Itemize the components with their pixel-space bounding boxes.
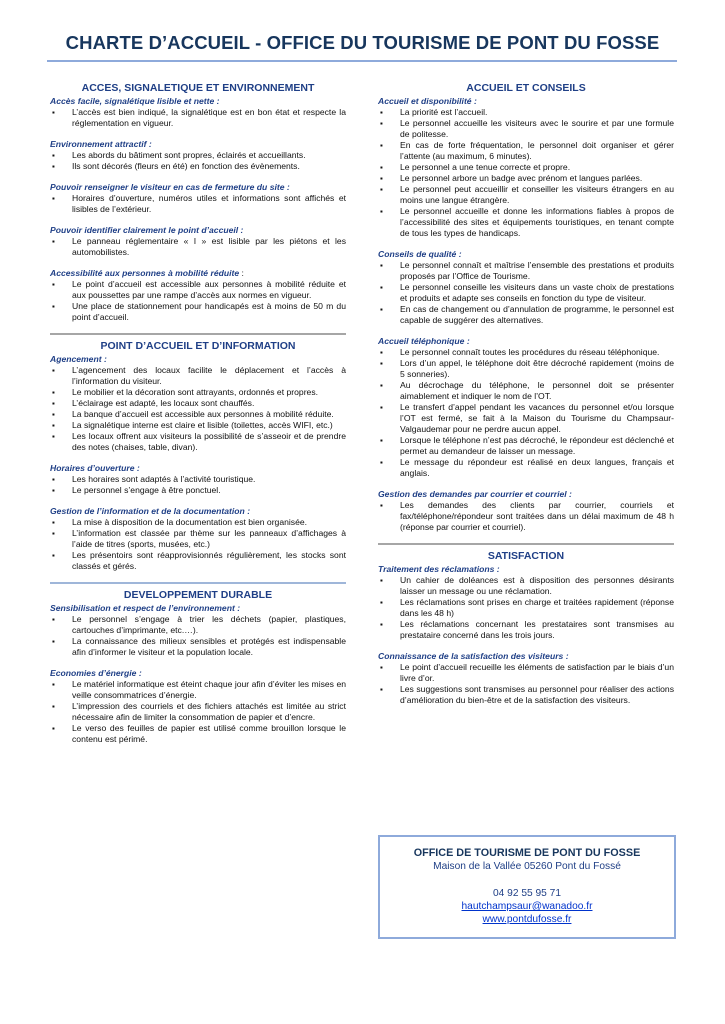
- list-item: ▪ La banque d’accueil est accessible aux personnes à mobilité réduite.: [50, 409, 346, 420]
- bullet-list: [378, 107, 674, 239]
- list-item: ▪ Le personnel a une tenue correcte et propre.: [378, 162, 674, 173]
- page-title: CHARTE D’ACCUEIL - OFFICE DU TOURISME DE PONT DU FOSSE: [65, 32, 660, 53]
- list-item: ▪ Lors d’un appel, le téléphone doit être décroché rapidement (moins de 5 sonneries).: [378, 358, 674, 380]
- list-item: ▪ Au décrochage du téléphone, le personnel doit se présenter aimablement et indiquer le nom de l’OT.: [378, 380, 674, 402]
- list-item: ▪ Le personnel peut accueillir et conseiller les visiteurs étrangers en au moins une langue étrangère.: [378, 184, 674, 206]
- subsection-title: Accueil téléphonique :: [378, 336, 470, 346]
- bullet-list: [50, 365, 346, 453]
- bullet-list: [50, 614, 346, 658]
- bullet-list: [50, 474, 346, 496]
- list-item: ▪ Le personnel conseille les visiteurs dans un vaste choix de prestations et produits et adapte ses conseils en fonction du type de visiteur.: [378, 282, 674, 304]
- contact-phone: 04 92 55 95 71: [493, 888, 561, 899]
- section-divider: [378, 543, 674, 545]
- bullet-list: [378, 260, 674, 326]
- bullet-list: [50, 193, 346, 215]
- contact-name: OFFICE DE TOURISME DE PONT DU FOSSE: [413, 847, 641, 859]
- left-column: [50, 82, 346, 745]
- subsection-title: Economies d’énergie :: [50, 668, 142, 678]
- list-item: ▪ La mise à disposition de la documentation est bien organisée.: [50, 517, 346, 528]
- list-item: ▪ La priorité est l’accueil.: [378, 107, 674, 118]
- list-item: ▪ Les horaires sont adaptés à l’activité touristique.: [50, 474, 346, 485]
- subsection-title-tail: :: [239, 268, 244, 278]
- section-title: ACCES, SIGNALETIQUE ET ENVIRONNEMENT: [81, 82, 315, 94]
- bullet-list: [378, 500, 674, 533]
- subsection-title: Agencement :: [50, 354, 107, 364]
- subsection-title: Traitement des réclamations :: [378, 564, 500, 574]
- subsection-title: Sensibilisation et respect de l’environnement :: [50, 603, 241, 613]
- bullet-list: [50, 279, 346, 323]
- list-item: ▪ Le transfert d’appel pendant les vacances du personnel et/ou lorsque l’OT est fermé, se fait à la Maison du Tourisme du Champsaur-Valgaudemar pour ne perdre aucun appel.: [378, 402, 674, 435]
- list-item: ▪ Les réclamations concernant les prestataires sont transmises au prestataire concerné dans les trois jours.: [378, 619, 674, 641]
- list-item: ▪ Le personnel connaît toutes les procédures du réseau téléphonique.: [378, 347, 674, 358]
- section-divider: [50, 333, 346, 335]
- bullet-list: [50, 107, 346, 129]
- list-item: ▪ Une place de stationnement pour handicapés est à moins de 50 m du point d’accueil.: [50, 301, 346, 323]
- contact-email-link[interactable]: hautchampsaur@wanadoo.fr: [461, 901, 593, 912]
- list-item: ▪ Le message du répondeur est réalisé en deux langues, français et anglais.: [378, 457, 674, 479]
- list-item: ▪ Le point d’accueil est accessible aux personnes à mobilité réduite et aux poussettes par une rampe d’accès aux normes en vigueur.: [50, 279, 346, 301]
- list-item: ▪ Le personnel s’engage à trier les déchets (papier, plastiques, cartouches d’imprimante, etc.…).: [50, 614, 346, 636]
- section-title: SATISFACTION: [487, 550, 565, 562]
- bullet-list: [50, 517, 346, 572]
- contact-box: [378, 835, 676, 939]
- subsection-title: Accès facile, signalétique lisible et nette :: [50, 96, 220, 106]
- subsection-title: Accueil et disponibilité :: [378, 96, 477, 106]
- section-title: ACCUEIL ET CONSEILS: [466, 82, 586, 94]
- subsection-title-text: Accessibilité aux personnes à mobilité réduite: [50, 268, 240, 278]
- contact-website-link[interactable]: www.pontdufosse.fr: [482, 914, 572, 925]
- list-item: ▪ Un cahier de doléances est à disposition des personnes désirants laisser un message ou une réclamation.: [378, 575, 674, 597]
- list-item: ▪ Les abords du bâtiment sont propres, éclairés et accueillants.: [50, 150, 346, 161]
- bullet-list: [50, 236, 346, 258]
- section-title: DEVELOPPEMENT DURABLE: [123, 589, 273, 601]
- list-item: ▪ L’éclairage est adapté, les locaux sont chauffés.: [50, 398, 346, 409]
- list-item: ▪ L’information est classée par thème sur les panneaux d’affichages à l’aide de titres (sports, musées, etc.): [50, 528, 346, 550]
- right-column: [378, 82, 674, 706]
- list-item: ▪ L’accès est bien indiqué, la signalétique est en bon état et respecte la réglementation en vigueur.: [50, 107, 346, 129]
- list-item: ▪ Les réclamations sont prises en charge et traitées rapidement (réponse dans les 48 h): [378, 597, 674, 619]
- subsection-title: [50, 268, 346, 279]
- bullet-list: [50, 679, 346, 745]
- list-item: ▪ La connaissance des milieux sensibles et protégés est indispensable afin d’informer le visiteur et la population locale.: [50, 636, 346, 658]
- bullet-list: [50, 150, 346, 172]
- list-item: ▪ Le mobilier et la décoration sont attrayants, ordonnés et propres.: [50, 387, 346, 398]
- list-item: ▪ Lorsque le téléphone n’est pas décroché, le répondeur est déclenché et permet au demandeur de laisser un message.: [378, 435, 674, 457]
- list-item: ▪ En cas de changement ou d’annulation de programme, le personnel est capable de suggérer des alternatives.: [378, 304, 674, 326]
- subsection-title: Gestion des demandes par courrier et courriel :: [378, 489, 572, 499]
- subsection-title: Pouvoir renseigner le visiteur en cas de fermeture du site :: [50, 182, 290, 192]
- list-item: ▪ L’agencement des locaux facilite le déplacement et l’accès à l’information du visiteur.: [50, 365, 346, 387]
- subsection-title: Pouvoir identifier clairement le point d’accueil :: [50, 225, 244, 235]
- section-title: POINT D’ACCUEIL ET D’INFORMATION: [100, 340, 296, 352]
- list-item: ▪ Les suggestions sont transmises au personnel pour réaliser des actions d’amélioration du bien-être et de la satisfaction des visiteurs.: [378, 684, 674, 706]
- bullet-list: [378, 575, 674, 641]
- list-item: ▪ Le verso des feuilles de papier est utilisé comme brouillon lorsque le contenu est périmé.: [50, 723, 346, 745]
- list-item: ▪ Le personnel arbore un badge avec prénom et langues parlées.: [378, 173, 674, 184]
- list-item: ▪ Les locaux offrent aux visiteurs la possibilité de s’asseoir et de prendre des notes (chaises, table, divan).: [50, 431, 346, 453]
- section-divider: [50, 582, 346, 584]
- contact-address: Maison de la Vallée 05260 Pont du Fossé: [433, 861, 621, 872]
- list-item: ▪ Le personnel accueille et donne les informations fiables à propos de l’accessibilité des sites et équipements touristiques, en tenant compte de tous les types de handicaps.: [378, 206, 674, 239]
- subsection-title: Gestion de l’information et de la documentation :: [50, 506, 251, 516]
- list-item: ▪ Ils sont décorés (fleurs en été) en fonction des évènements.: [50, 161, 346, 172]
- list-item: ▪ Les présentoirs sont réapprovisionnés régulièrement, les stocks sont classés et gérés.: [50, 550, 346, 572]
- list-item: ▪ Le panneau réglementaire « I » est lisible par les piétons et les automobilistes.: [50, 236, 346, 258]
- list-item: ▪ Le matériel informatique est éteint chaque jour afin d’éviter les mises en veille consommatrices d’énergie.: [50, 679, 346, 701]
- bullet-list: [378, 662, 674, 706]
- list-item: ▪ Les demandes des clients par courrier, courriels et fax/téléphone/répondeur sont traitées dans un délai maximum de 48 h (réponse par courrier et courriel).: [378, 500, 674, 533]
- list-item: ▪ Le personnel accueille les visiteurs avec le sourire et par une formule de politesse.: [378, 118, 674, 140]
- list-item: ▪ Le personnel s’engage à être ponctuel.: [50, 485, 346, 496]
- list-item: ▪ Le personnel connaît et maîtrise l’ensemble des prestations et produits proposés par l’Office de Tourisme.: [378, 260, 674, 282]
- list-item: ▪ Le point d’accueil recueille les éléments de satisfaction par le biais d’un livre d’or.: [378, 662, 674, 684]
- list-item: ▪ En cas de forte fréquentation, le personnel doit organiser et gérer l’attente (au maximum, 6 minutes).: [378, 140, 674, 162]
- subsection-title: Conseils de qualité :: [378, 249, 462, 259]
- subsection-title: Connaissance de la satisfaction des visiteurs :: [378, 651, 569, 661]
- subsection-title: Environnement attractif :: [50, 139, 152, 149]
- list-item: ▪ La signalétique interne est claire et lisible (toilettes, accès WIFI, etc.): [50, 420, 346, 431]
- title-rule: [47, 60, 677, 62]
- list-item: ▪ L’impression des courriels et des fichiers attachés est limitée au strict nécessaire afin de limiter la consommation de papier et d’encre.: [50, 701, 346, 723]
- bullet-list: [378, 347, 674, 479]
- subsection-title: Horaires d’ouverture :: [50, 463, 140, 473]
- list-item: ▪ Horaires d’ouverture, numéros utiles et informations sont affichés et lisibles de l’extérieur.: [50, 193, 346, 215]
